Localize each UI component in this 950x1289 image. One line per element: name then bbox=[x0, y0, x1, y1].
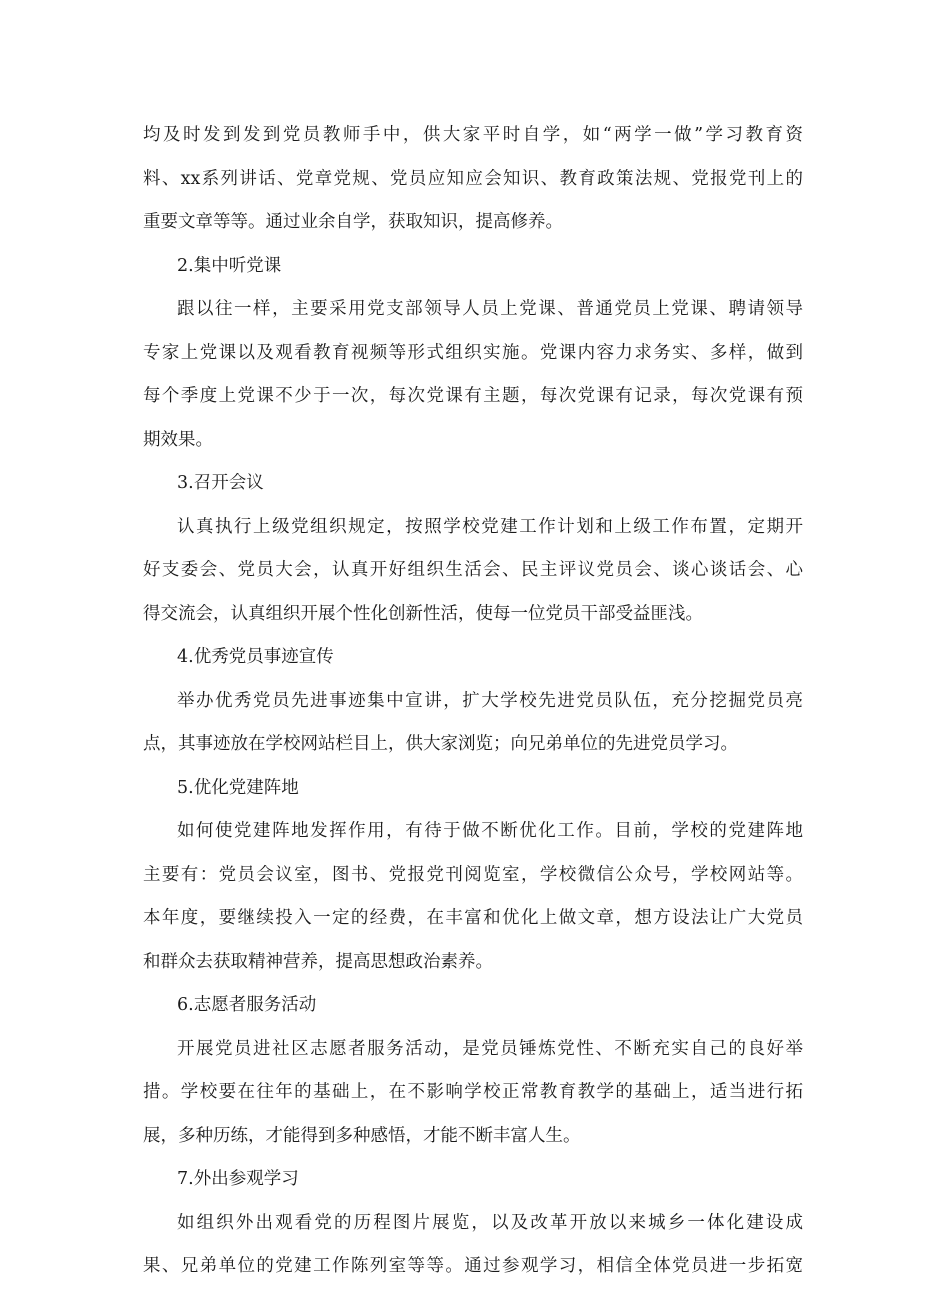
paragraph-line: 得交流会，认真组织开展个性化创新性活，使每一位党员干部受益匪浅。 bbox=[143, 603, 703, 624]
paragraph-line: 每个季度上党课不少于一次，每次党课有主题，每次党课有记录，每次党课有预 bbox=[143, 386, 803, 406]
paragraph-line: 如何使党建阵地发挥作用，有待于做不断优化工作。目前，学校的党建阵地 bbox=[177, 821, 803, 841]
paragraph-line: 跟以往一样，主要采用党支部领导人员上党课、普通党员上党课、聘请领导 bbox=[177, 299, 803, 319]
paragraph-line: 均及时发到发到党员教师手中，供大家平时自学，如“两学一做”学习教育资 bbox=[143, 125, 803, 145]
section-heading: 7.外出参观学习 bbox=[177, 1169, 299, 1189]
paragraph-line: 措。学校要在往年的基础上，在不影响学校正常教育教学的基础上，适当进行拓 bbox=[143, 1082, 803, 1102]
paragraph-line: 主要有：党员会议室，图书、党报党刊阅览室，学校微信公众号，学校网站等。 bbox=[143, 864, 803, 885]
paragraph-line: 开展党员进社区志愿者服务活动，是党员锤炼党性、不断充实自己的良好举 bbox=[177, 1038, 803, 1059]
document-body bbox=[143, 114, 803, 1289]
paragraph-line: 期效果。 bbox=[143, 429, 213, 450]
paragraph-line: 展，多种历练，才能得到多种感悟，才能不断丰富人生。 bbox=[143, 1125, 581, 1146]
paragraph-line: 和群众去获取精神营养，提高思想政治素养。 bbox=[143, 951, 493, 972]
paragraph-line: 专家上党课以及观看教育视频等形式组织实施。党课内容力求务实、多样，做到 bbox=[143, 342, 803, 363]
section-heading: 3.召开会议 bbox=[177, 473, 264, 493]
paragraph-line: 重要文章等等。通过业余自学，获取知识，提高修养。 bbox=[143, 212, 563, 232]
paragraph-line: 好支委会、党员大会，认真开好组织生活会、民主评议党员会、谈心谈话会、心 bbox=[143, 560, 803, 580]
section-heading: 2.集中听党课 bbox=[177, 255, 282, 276]
paragraph-line: 料、xx系列讲话、党章党规、党员应知应会知识、教育政策法规、党报党刊上的 bbox=[143, 168, 803, 189]
paragraph-line: 如组织外出观看党的历程图片展览，以及改革开放以来城乡一体化建设成 bbox=[177, 1212, 803, 1233]
section-heading: 4.优秀党员事迹宣传 bbox=[177, 647, 334, 667]
paragraph-line: 认真执行上级党组织规定，按照学校党建工作计划和上级工作布置，定期开 bbox=[177, 516, 803, 537]
paragraph-line: 本年度，要继续投入一定的经费，在丰富和优化上做文章，想方设法让广大党员 bbox=[143, 908, 803, 928]
paragraph-line: 果、兄弟单位的党建工作陈列室等等。通过参观学习，相信全体党员进一步拓宽 bbox=[143, 1256, 803, 1276]
paragraph-line: 举办优秀党员先进事迹集中宣讲，扩大学校先进党员队伍，充分挖掘党员亮 bbox=[177, 690, 803, 711]
section-heading: 5.优化党建阵地 bbox=[177, 777, 299, 798]
paragraph-line: 点，其事迹放在学校网站栏目上，供大家浏览；向兄弟单位的先进党员学习。 bbox=[143, 734, 738, 754]
section-heading: 6.志愿者服务活动 bbox=[177, 995, 317, 1015]
